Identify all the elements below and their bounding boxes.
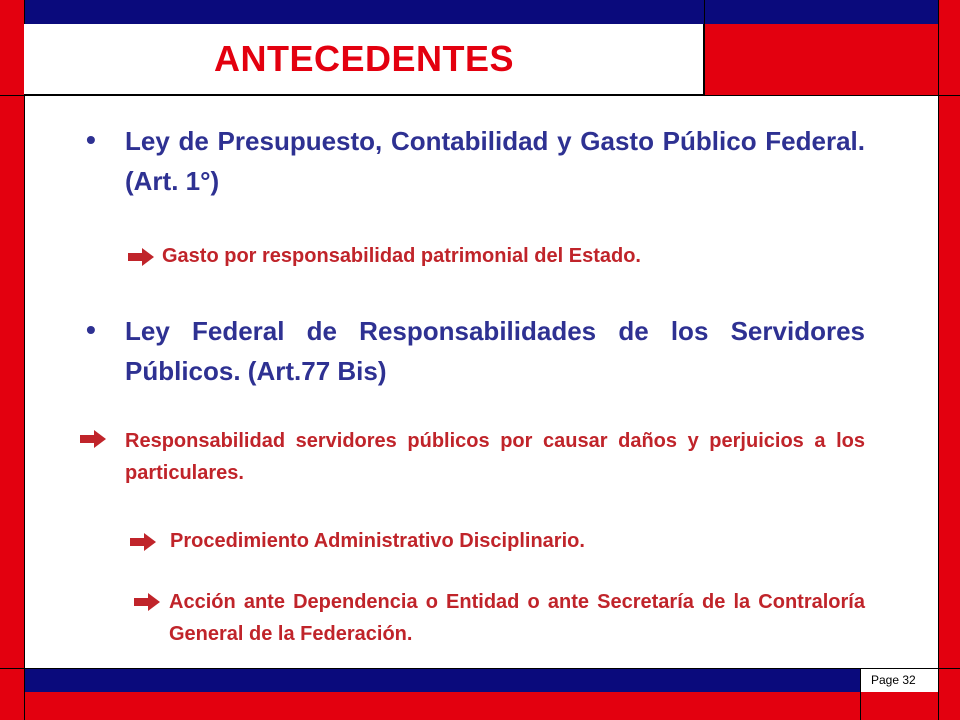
bullet-item-ley-presupuesto: Ley de Presupuesto, Contabilidad y Gasto Público Federal. (Art. 1°) [125, 126, 865, 196]
page-title: ANTECEDENTES [213, 38, 515, 79]
frame-line-left [24, 0, 25, 720]
subitem-responsabilidad-servidores: Responsabilidad servidores públicos por causar daños y perjuicios a los particulares. [125, 430, 865, 484]
frame-line-top [0, 95, 960, 96]
page-number: Page 32 [871, 673, 916, 687]
frame-line-right [938, 0, 939, 720]
subitem-gasto-responsabilidad: Gasto por responsabilidad patrimonial del Estado. [162, 245, 641, 267]
title-box [24, 24, 704, 95]
left-red-band [0, 0, 24, 720]
subitem-procedimiento-disciplinario: Procedimiento Administrativo Disciplinario. [170, 530, 585, 552]
bullet-dot: • [86, 314, 96, 345]
frame-line-bottom [0, 668, 960, 669]
arrow-right-icon [130, 533, 156, 551]
subitem-accion-dependencia: Acción ante Dependencia o Entidad o ante Secretaría de la Contraloría General de la Federación. [169, 591, 865, 645]
bottom-red-band [24, 692, 938, 720]
arrow-right-icon [134, 593, 160, 611]
title-red-block [704, 24, 938, 95]
right-red-band [938, 0, 960, 720]
page-number-box [860, 668, 938, 692]
bottom-navy-band [24, 668, 938, 692]
arrow-right-icon [80, 430, 106, 448]
top-navy-band [24, 0, 938, 24]
arrow-right-icon [128, 248, 154, 266]
frame-line-title-divider [704, 0, 705, 96]
bullet-item-ley-responsabilidades: Ley Federal de Responsabilidades de los Servidores Públicos. (Art.77 Bis) [125, 316, 865, 386]
bullet-dot: • [86, 124, 96, 155]
